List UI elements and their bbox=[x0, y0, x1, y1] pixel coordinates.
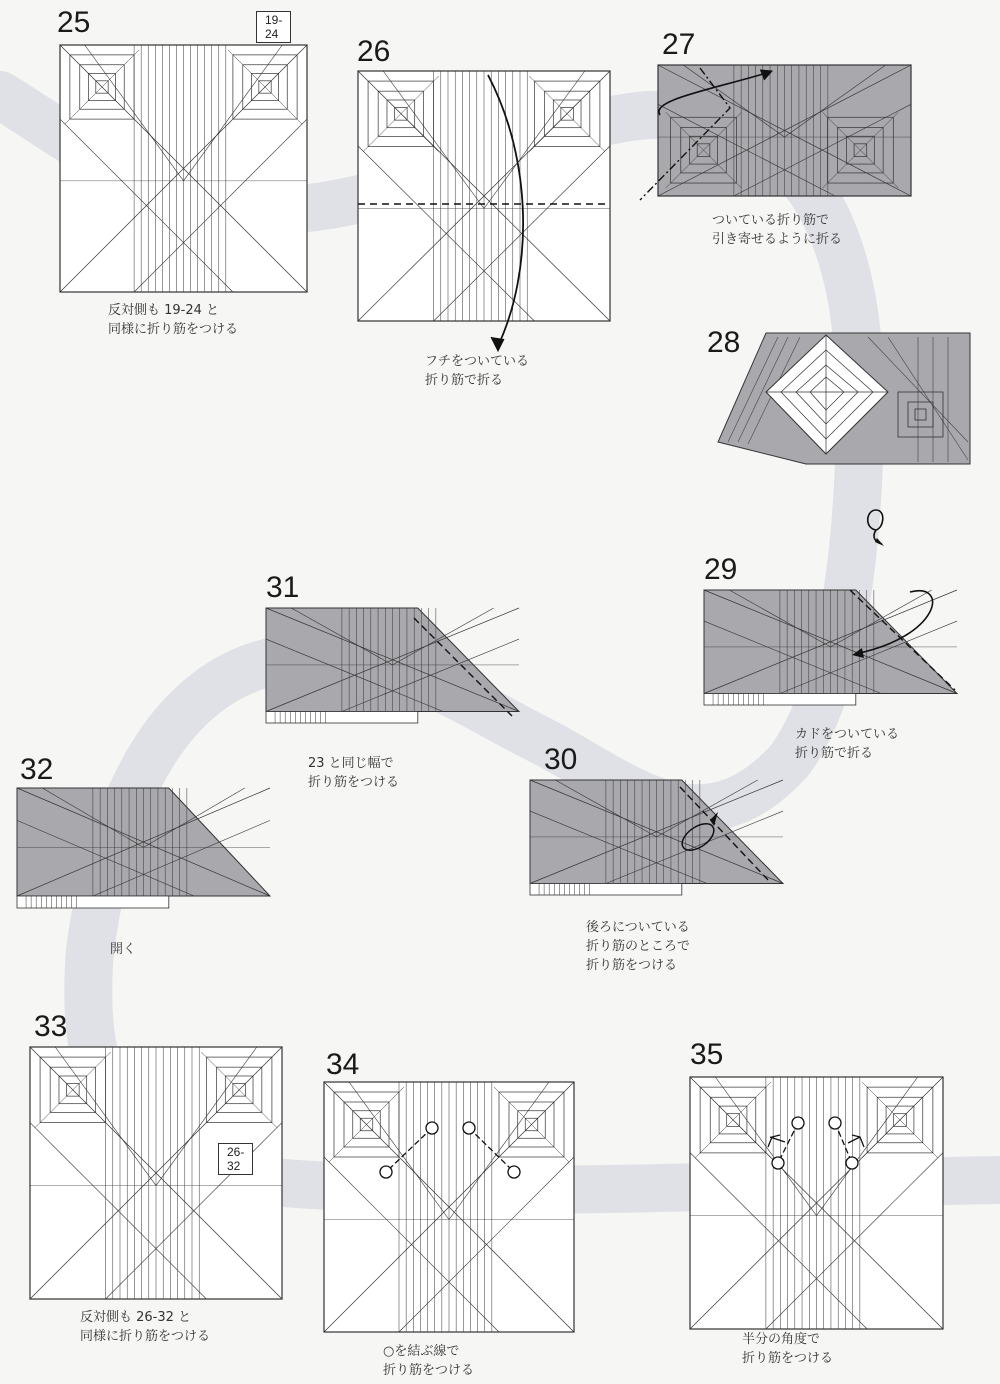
step-number: 27 bbox=[662, 28, 696, 61]
caption-line: 引き寄せるように折る bbox=[712, 232, 843, 247]
step-number: 33 bbox=[34, 1010, 68, 1043]
step-number: 35 bbox=[690, 1038, 724, 1071]
step-number: 32 bbox=[20, 753, 54, 786]
turn-over-icon bbox=[862, 500, 892, 548]
caption-line: 半分の角度で bbox=[742, 1332, 821, 1347]
reference-label: 19-24 bbox=[256, 11, 291, 43]
caption-line: 折り筋で折る bbox=[795, 746, 874, 761]
step-number: 26 bbox=[357, 35, 391, 68]
step-number: 25 bbox=[57, 6, 91, 39]
circle-markers bbox=[690, 1077, 943, 1329]
caption-line: 折り筋で折る bbox=[425, 373, 504, 388]
caption-line: カドをついている bbox=[795, 727, 900, 742]
caption-line: ついている折り筋で bbox=[712, 213, 830, 228]
circle-markers bbox=[324, 1082, 574, 1332]
caption-line: フチをついている bbox=[425, 354, 530, 369]
step-number: 29 bbox=[704, 553, 738, 586]
folded-paper-diagram bbox=[17, 788, 270, 908]
caption-line: 折り筋をつける bbox=[742, 1351, 834, 1366]
step-number: 31 bbox=[266, 571, 300, 604]
caption-line: ○を結ぶ線で bbox=[383, 1344, 460, 1359]
caption-line: 後ろについている bbox=[586, 920, 690, 935]
step-number: 28 bbox=[707, 326, 741, 359]
step-number: 30 bbox=[544, 743, 578, 776]
caption-line: 折り筋をつける bbox=[308, 775, 400, 790]
caption-line: 23 と同じ幅で bbox=[308, 756, 394, 771]
folded-paper-diagram bbox=[718, 332, 970, 468]
fold-arrow-icon bbox=[660, 782, 780, 892]
caption-line: 同様に折り筋をつける bbox=[80, 1329, 211, 1344]
fold-arrow-icon bbox=[840, 582, 960, 702]
fold-guide bbox=[400, 608, 520, 723]
fold-arrow-icon bbox=[630, 60, 810, 210]
fold-arrow-icon bbox=[358, 71, 610, 371]
caption-line: 反対側も 19-24 と bbox=[108, 303, 220, 318]
caption-line: 折り筋をつける bbox=[586, 958, 678, 973]
caption-line: 反対側も 26-32 と bbox=[80, 1310, 192, 1325]
reference-label: 26-32 bbox=[218, 1143, 253, 1175]
caption-line: 折り筋のところで bbox=[586, 939, 690, 954]
step-number: 34 bbox=[326, 1048, 360, 1081]
caption-line: 同様に折り筋をつける bbox=[108, 322, 239, 337]
crease-pattern-diagram bbox=[60, 45, 307, 292]
caption-line: 折り筋をつける bbox=[383, 1363, 475, 1378]
caption-line: 開く bbox=[110, 942, 137, 957]
